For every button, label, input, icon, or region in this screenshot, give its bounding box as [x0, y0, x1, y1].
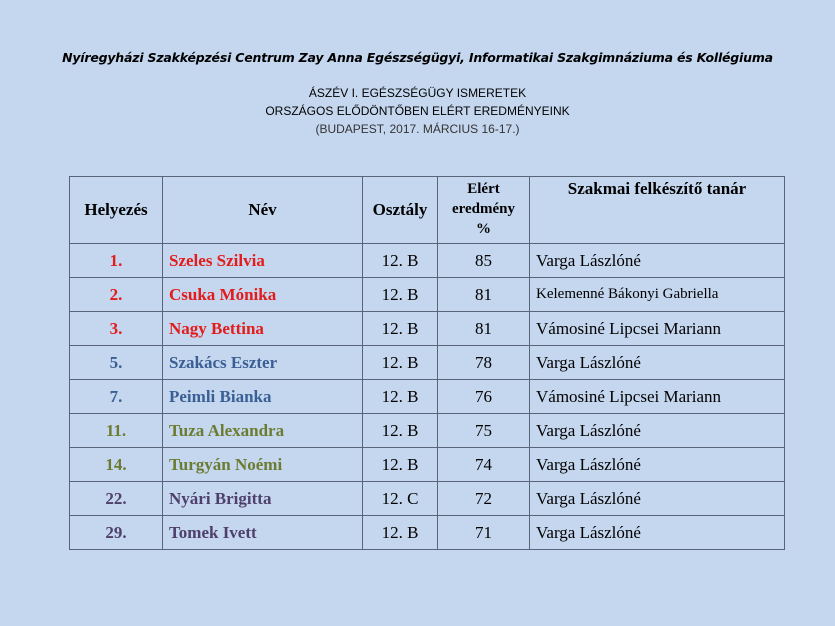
teacher-cell: Varga Lászlóné [530, 346, 785, 380]
score-cell: 74 [438, 448, 530, 482]
teacher-cell: Vámosiné Lipcsei Mariann [530, 380, 785, 414]
table-row [70, 346, 785, 380]
table-row [70, 448, 785, 482]
class-cell: 12. B [363, 380, 438, 414]
competition-title: ÁSZÉV I. EGÉSZSÉGÜGY ISMERETEK [308, 86, 527, 100]
score-cell: 71 [438, 516, 530, 550]
score-cell: 81 [438, 312, 530, 346]
class-cell: 12. B [363, 278, 438, 312]
table-row [70, 414, 785, 448]
name-cell: Turgyán Noémi [163, 448, 363, 482]
table-row [70, 380, 785, 414]
header-place: Helyezés [70, 177, 163, 244]
teacher-cell: Varga Lászlóné [530, 448, 785, 482]
place-cell: 14. [70, 448, 163, 482]
name-cell: Nagy Bettina [163, 312, 363, 346]
name-cell: Nyári Brigitta [163, 482, 363, 516]
teacher-cell: Varga Lászlóné [530, 414, 785, 448]
header-class: Osztály [363, 177, 438, 244]
name-cell: Szeles Szilvia [163, 244, 363, 278]
class-cell: 12. B [363, 516, 438, 550]
table-row [70, 482, 785, 516]
teacher-cell: Varga Lászlóné [530, 244, 785, 278]
table-row [70, 244, 785, 278]
table-row [70, 312, 785, 346]
score-cell: 81 [438, 278, 530, 312]
place-cell: 22. [70, 482, 163, 516]
school-title: Nyíregyházi Szakképzési Centrum Zay Anna Egészségügyi, Informatikai Szakgimnáziuma és Kollégiuma [62, 50, 773, 65]
results-subtitle: ORSZÁGOS ELŐDÖNTŐBEN ELÉRT EREDMÉNYEINK [265, 104, 570, 118]
place-cell: 11. [70, 414, 163, 448]
class-cell: 12. B [363, 244, 438, 278]
score-cell: 76 [438, 380, 530, 414]
place-cell: 5. [70, 346, 163, 380]
name-cell: Csuka Mónika [163, 278, 363, 312]
class-cell: 12. B [363, 448, 438, 482]
table-body [70, 244, 785, 550]
name-cell: Szakács Eszter [163, 346, 363, 380]
teacher-cell: Kelemenné Bákonyi Gabriella [530, 278, 785, 312]
score-cell: 85 [438, 244, 530, 278]
header-teacher: Szakmai felkészítő tanár [530, 177, 785, 244]
score-cell: 78 [438, 346, 530, 380]
place-cell: 7. [70, 380, 163, 414]
class-cell: 12. B [363, 346, 438, 380]
name-cell: Tomek Ivett [163, 516, 363, 550]
header-result-line1: Elért [467, 181, 500, 197]
results-table [69, 176, 785, 550]
place-cell: 3. [70, 312, 163, 346]
name-cell: Tuza Alexandra [163, 414, 363, 448]
teacher-cell: Varga Lászlóné [530, 482, 785, 516]
table-row [70, 516, 785, 550]
score-cell: 72 [438, 482, 530, 516]
header-result-line2: eredmény [451, 201, 516, 217]
score-cell: 75 [438, 414, 530, 448]
place-cell: 2. [70, 278, 163, 312]
class-cell: 12. B [363, 312, 438, 346]
place-cell: 29. [70, 516, 163, 550]
teacher-cell: Varga Lászlóné [530, 516, 785, 550]
table-row [70, 278, 785, 312]
teacher-cell: Vámosiné Lipcsei Mariann [530, 312, 785, 346]
header-result [438, 177, 530, 244]
class-cell: 12. C [363, 482, 438, 516]
event-location-date: (BUDAPEST, 2017. MÁRCIUS 16-17.) [315, 122, 520, 136]
class-cell: 12. B [363, 414, 438, 448]
header-name: Név [163, 177, 363, 244]
place-cell: 1. [70, 244, 163, 278]
table-header-row [70, 177, 785, 244]
name-cell: Peimli Bianka [163, 380, 363, 414]
header-result-line3: % [476, 221, 491, 237]
